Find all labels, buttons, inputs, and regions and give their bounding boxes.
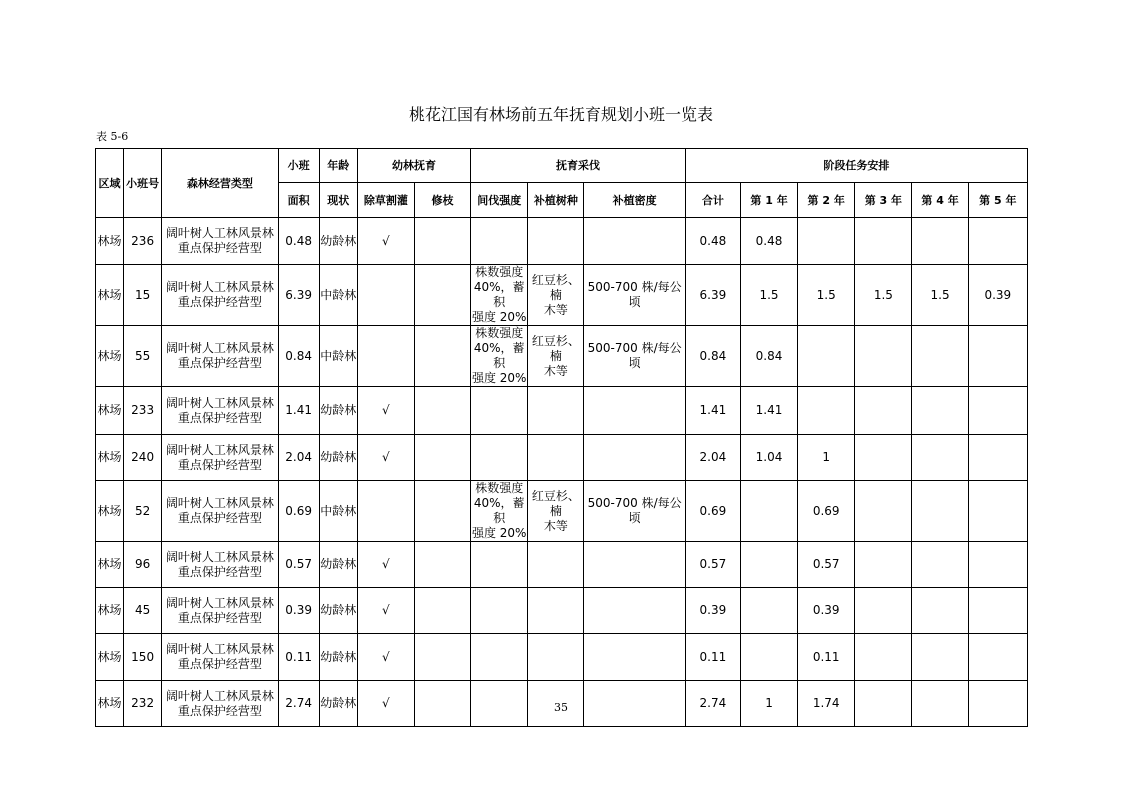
cell-region: 林场	[96, 481, 124, 542]
header-sub-no: 小班号	[124, 149, 162, 218]
cell-intensity	[471, 218, 528, 265]
cell-region: 林场	[96, 265, 124, 326]
cell-weeding: √	[357, 387, 414, 435]
cell-age: 中龄林	[319, 326, 357, 387]
header-mgmt-type: 森林经营类型	[162, 149, 278, 218]
mgmt-type-line-2: 重点保护经营型	[177, 356, 262, 370]
cell-intensity	[471, 542, 528, 588]
intensity-line-1: 株数强度	[475, 265, 524, 279]
cell-mgmt-type	[162, 218, 278, 265]
cell-intensity	[471, 481, 528, 542]
cell-total: 6.39	[685, 265, 740, 326]
cell-age: 幼龄林	[319, 387, 357, 435]
header-age-top: 年龄	[319, 149, 357, 183]
mgmt-type-line-2: 重点保护经营型	[177, 410, 262, 425]
species-line-1: 红豆杉、楠	[531, 272, 580, 302]
cell-area: 0.39	[278, 588, 319, 634]
cell-year-2: 1.5	[798, 265, 855, 326]
cell-species	[528, 435, 584, 481]
cell-pruning	[414, 218, 470, 265]
cell-year-1	[740, 542, 797, 588]
cell-year-1: 1.41	[740, 387, 797, 435]
cell-year-5	[968, 326, 1027, 387]
cell-region: 林场	[96, 634, 124, 681]
cell-year-4	[912, 387, 968, 435]
mgmt-type-line-2: 重点保护经营型	[177, 564, 262, 579]
header-area-bottom: 面积	[278, 183, 319, 218]
cell-pruning	[414, 634, 470, 681]
cell-year-5: 0.39	[968, 265, 1027, 326]
cell-total: 0.57	[685, 542, 740, 588]
cell-sub-no: 150	[124, 634, 162, 681]
header-area-top: 小班	[278, 149, 319, 183]
header-row-1	[96, 149, 1028, 183]
cell-total: 0.39	[685, 588, 740, 634]
cell-year-5	[968, 435, 1027, 481]
mgmt-type-line-2: 重点保护经营型	[177, 511, 262, 525]
header-thinning-group: 抚育采伐	[471, 149, 686, 183]
species-line-1: 红豆杉、楠	[531, 488, 580, 518]
cell-age: 幼龄林	[319, 542, 357, 588]
cell-pruning	[414, 588, 470, 634]
intensity-line-2: 40%，蓄积	[473, 496, 525, 525]
mgmt-type-line-2: 重点保护经营型	[177, 457, 262, 472]
cell-intensity	[471, 435, 528, 481]
cell-year-4	[912, 435, 968, 481]
cell-pruning	[414, 387, 470, 435]
cell-sub-no: 45	[124, 588, 162, 634]
cell-sub-no: 55	[124, 326, 162, 387]
cell-year-5	[968, 634, 1027, 681]
header-weeding: 除草割灌	[357, 183, 414, 218]
cell-intensity	[471, 265, 528, 326]
cell-total: 0.84	[685, 326, 740, 387]
cell-species	[528, 634, 584, 681]
cell-density: 500-700 株/每公顷	[584, 481, 685, 542]
cell-density	[584, 634, 685, 681]
header-task-group: 阶段任务安排	[685, 149, 1027, 183]
cell-year-1	[740, 588, 797, 634]
cell-weeding: √	[357, 588, 414, 634]
intensity-line-2: 40%，蓄积	[473, 341, 525, 370]
cell-year-3	[855, 588, 912, 634]
cell-density	[584, 218, 685, 265]
cell-sub-no: 96	[124, 542, 162, 588]
header-pruning: 修枝	[414, 183, 470, 218]
cell-year-5	[968, 542, 1027, 588]
mgmt-type-line-1: 阔叶树人工林风景林	[165, 595, 274, 610]
header-intensity: 间伐强度	[471, 183, 528, 218]
cell-year-2: 1.74	[798, 681, 855, 727]
cell-species	[528, 265, 584, 326]
cell-sub-no: 240	[124, 435, 162, 481]
cell-area: 0.11	[278, 634, 319, 681]
cell-year-3	[855, 387, 912, 435]
cell-mgmt-type	[162, 326, 278, 387]
header-year-1: 第 1 年	[740, 183, 797, 218]
cell-year-2: 0.57	[798, 542, 855, 588]
cell-area: 2.04	[278, 435, 319, 481]
cell-year-1: 1	[740, 681, 797, 727]
mgmt-type-line-2: 重点保护经营型	[177, 703, 262, 718]
mgmt-type-line-1: 阔叶树人工林风景林	[165, 642, 274, 656]
cell-year-5	[968, 218, 1027, 265]
cell-year-2	[798, 326, 855, 387]
cell-mgmt-type	[162, 481, 278, 542]
cell-mgmt-type	[162, 265, 278, 326]
cell-pruning	[414, 326, 470, 387]
cell-total: 2.04	[685, 435, 740, 481]
cell-area: 0.84	[278, 326, 319, 387]
mgmt-type-line-2: 重点保护经营型	[177, 241, 262, 255]
cell-year-1: 0.48	[740, 218, 797, 265]
mgmt-type-line-1: 阔叶树人工林风景林	[165, 496, 274, 510]
cell-area: 0.57	[278, 542, 319, 588]
mgmt-type-line-2: 重点保护经营型	[177, 295, 262, 309]
cell-year-3	[855, 435, 912, 481]
cell-age: 幼龄林	[319, 588, 357, 634]
cell-pruning	[414, 481, 470, 542]
intensity-line-2: 40%，蓄积	[473, 280, 525, 309]
document-title: 桃花江国有林场前五年抚育规划小班一览表	[408, 105, 713, 124]
cell-weeding	[357, 265, 414, 326]
header-species: 补植树种	[528, 183, 584, 218]
cell-mgmt-type	[162, 634, 278, 681]
intensity-line-3: 强度 20%	[471, 310, 527, 324]
cell-area: 6.39	[278, 265, 319, 326]
header-year-5: 第 5 年	[968, 183, 1027, 218]
cell-mgmt-type	[162, 542, 278, 588]
header-year-3: 第 3 年	[855, 183, 912, 218]
table-row	[96, 481, 1028, 542]
header-young-group: 幼林抚育	[357, 149, 470, 183]
table-row	[96, 387, 1028, 435]
cell-year-4: 1.5	[912, 265, 968, 326]
cell-region: 林场	[96, 588, 124, 634]
table-row	[96, 218, 1028, 265]
intensity-line-3: 强度 20%	[471, 371, 527, 385]
cell-total: 0.69	[685, 481, 740, 542]
cell-age: 幼龄林	[319, 634, 357, 681]
cell-pruning	[414, 542, 470, 588]
cell-year-3	[855, 218, 912, 265]
cell-age: 幼龄林	[319, 435, 357, 481]
table-row	[96, 542, 1028, 588]
mgmt-type-line-1: 阔叶树人工林风景林	[165, 341, 274, 355]
table-row	[96, 435, 1028, 481]
cell-intensity	[471, 326, 528, 387]
cell-year-4	[912, 634, 968, 681]
mgmt-type-line-1: 阔叶树人工林风景林	[165, 395, 274, 410]
mgmt-type-line-1: 阔叶树人工林风景林	[165, 442, 274, 457]
cell-year-4	[912, 542, 968, 588]
cell-year-2: 0.39	[798, 588, 855, 634]
header-age-bottom: 现状	[319, 183, 357, 218]
table-number: 表 5-6	[96, 130, 129, 143]
cell-year-2	[798, 218, 855, 265]
cell-species	[528, 588, 584, 634]
cell-region: 林场	[96, 542, 124, 588]
cell-sub-no: 236	[124, 218, 162, 265]
cell-year-1: 1.5	[740, 265, 797, 326]
cell-year-4	[912, 481, 968, 542]
cell-age: 中龄林	[319, 265, 357, 326]
cell-mgmt-type	[162, 588, 278, 634]
cell-year-2: 0.11	[798, 634, 855, 681]
cell-species	[528, 481, 584, 542]
cell-density: 500-700 株/每公顷	[584, 326, 685, 387]
page-number: 35	[554, 701, 568, 714]
cell-mgmt-type	[162, 387, 278, 435]
cell-sub-no: 233	[124, 387, 162, 435]
cell-intensity	[471, 634, 528, 681]
mgmt-type-line-1: 阔叶树人工林风景林	[165, 226, 274, 240]
cell-total: 1.41	[685, 387, 740, 435]
cell-year-1	[740, 634, 797, 681]
species-line-2: 木等	[543, 363, 568, 378]
cell-density: 500-700 株/每公顷	[584, 265, 685, 326]
cell-age: 幼龄林	[319, 681, 357, 727]
cell-sub-no: 15	[124, 265, 162, 326]
cell-intensity	[471, 387, 528, 435]
cell-density	[584, 588, 685, 634]
planning-table	[95, 148, 1028, 727]
species-line-2: 木等	[543, 518, 568, 533]
cell-weeding: √	[357, 435, 414, 481]
intensity-line-3: 强度 20%	[471, 526, 527, 540]
cell-weeding: √	[357, 681, 414, 727]
mgmt-type-line-1: 阔叶树人工林风景林	[165, 688, 274, 703]
header-density: 补植密度	[584, 183, 685, 218]
cell-year-2: 0.69	[798, 481, 855, 542]
cell-region: 林场	[96, 387, 124, 435]
species-line-1: 红豆杉、楠	[531, 333, 580, 363]
cell-area: 0.69	[278, 481, 319, 542]
cell-age: 中龄林	[319, 481, 357, 542]
cell-year-3	[855, 326, 912, 387]
cell-area: 2.74	[278, 681, 319, 727]
cell-region: 林场	[96, 218, 124, 265]
cell-region: 林场	[96, 326, 124, 387]
cell-year-3	[855, 542, 912, 588]
cell-species	[528, 387, 584, 435]
cell-year-5	[968, 387, 1027, 435]
cell-sub-no: 232	[124, 681, 162, 727]
cell-weeding: √	[357, 634, 414, 681]
cell-year-1	[740, 481, 797, 542]
mgmt-type-line-2: 重点保护经营型	[177, 657, 262, 671]
cell-region: 林场	[96, 681, 124, 727]
cell-total: 2.74	[685, 681, 740, 727]
cell-sub-no: 52	[124, 481, 162, 542]
intensity-line-1: 株数强度	[475, 481, 524, 495]
cell-year-1: 0.84	[740, 326, 797, 387]
cell-year-3: 1.5	[855, 265, 912, 326]
cell-year-2: 1	[798, 435, 855, 481]
header-year-4: 第 4 年	[912, 183, 968, 218]
header-region: 区域	[96, 149, 124, 218]
cell-total: 0.11	[685, 634, 740, 681]
cell-age: 幼龄林	[319, 218, 357, 265]
cell-year-3	[855, 634, 912, 681]
table-row	[96, 634, 1028, 681]
cell-mgmt-type	[162, 435, 278, 481]
table-row	[96, 588, 1028, 634]
mgmt-type-line-1: 阔叶树人工林风景林	[165, 280, 274, 294]
cell-species	[528, 326, 584, 387]
cell-density	[584, 542, 685, 588]
cell-area: 0.48	[278, 218, 319, 265]
table-row	[96, 326, 1028, 387]
cell-weeding: √	[357, 218, 414, 265]
intensity-line-1: 株数强度	[475, 326, 524, 340]
cell-pruning	[414, 435, 470, 481]
cell-weeding: √	[357, 542, 414, 588]
cell-year-4	[912, 218, 968, 265]
cell-pruning	[414, 265, 470, 326]
cell-species	[528, 542, 584, 588]
table-row	[96, 265, 1028, 326]
species-line-2: 木等	[543, 302, 568, 317]
cell-year-4	[912, 326, 968, 387]
cell-year-4	[912, 588, 968, 634]
header-year-2: 第 2 年	[798, 183, 855, 218]
mgmt-type-line-1: 阔叶树人工林风景林	[165, 549, 274, 564]
cell-region: 林场	[96, 435, 124, 481]
cell-year-5	[968, 588, 1027, 634]
cell-density	[584, 387, 685, 435]
cell-species	[528, 218, 584, 265]
cell-density	[584, 435, 685, 481]
cell-area: 1.41	[278, 387, 319, 435]
cell-weeding	[357, 481, 414, 542]
mgmt-type-line-2: 重点保护经营型	[177, 610, 262, 625]
cell-year-1: 1.04	[740, 435, 797, 481]
cell-year-3	[855, 481, 912, 542]
header-total: 合计	[685, 183, 740, 218]
cell-year-2	[798, 387, 855, 435]
cell-intensity	[471, 588, 528, 634]
cell-total: 0.48	[685, 218, 740, 265]
cell-weeding	[357, 326, 414, 387]
cell-year-5	[968, 481, 1027, 542]
